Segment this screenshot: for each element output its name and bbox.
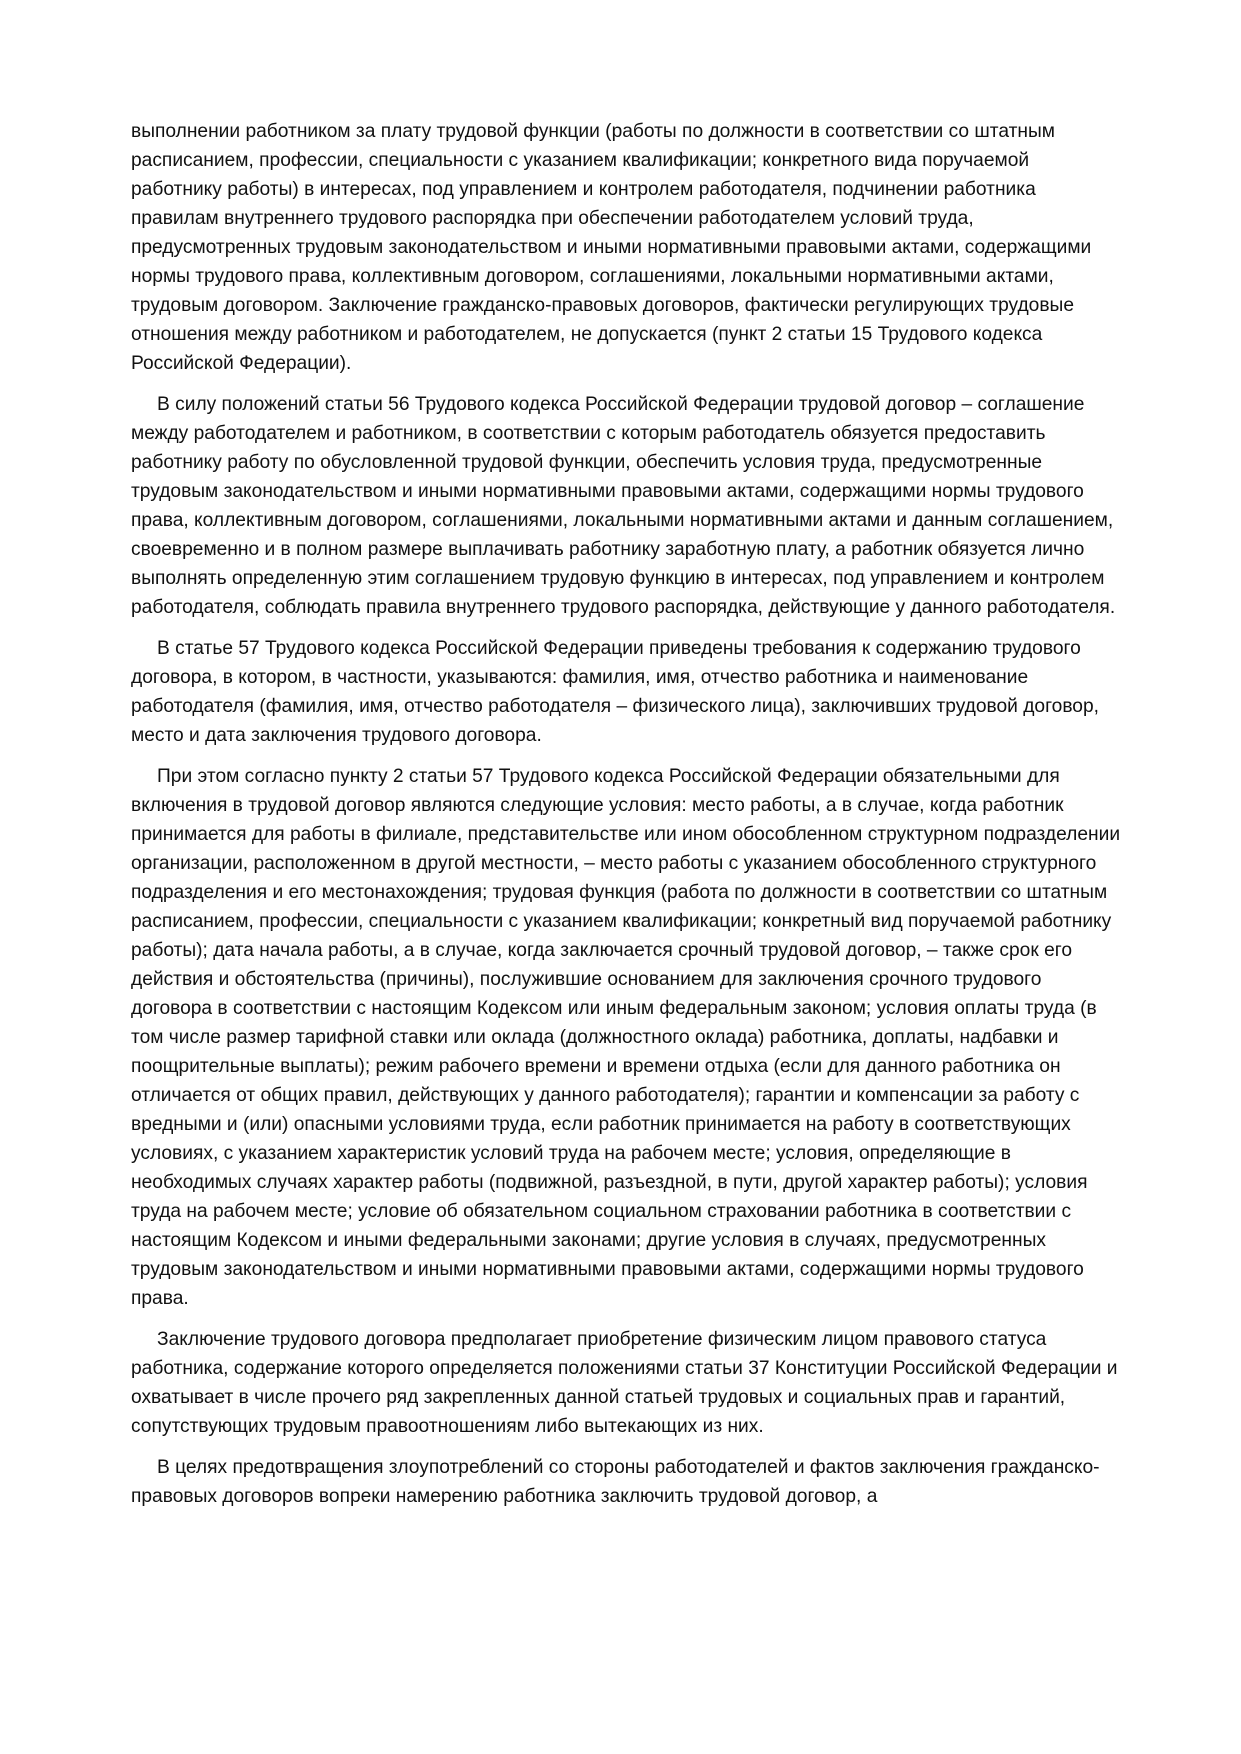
paragraph-article-37: Заключение трудового договора предполагает приобретение физическим лицом правового статуса работника, содержание которого определяется положениями статьи 37 Конституции Российской Федерации и охватывает в числе прочего ряд закрепленных данной статьей трудовых и социальных прав и гарантий, сопутствующих трудовым правоотношениям либо вытекающих из них. [131,1329,1118,1437]
paragraph-abuse-prevention: В целях предотвращения злоупотреблений со стороны работодателей и фактов заключения гражданско-правовых договоров вопреки намерению работника заключить трудовой договор, а [131,1457,1100,1507]
paragraph-continuation: выполнении работником за плату трудовой функции (работы по должности в соответствии со штатным расписанием, профессии, специальности с указанием квалификации; конкретного вида поручаемой работнику работы) в интересах, под управлением и контролем работодателя, подчинении работника правилам внутреннего трудового распорядка при обеспечении работодателем условий труда, предусмотренных трудовым законодательством и иными нормативными правовыми актами, содержащими нормы трудового права, коллективным договором, соглашениями, локальными нормативными актами, трудовым договором. Заключение гражданско-правовых договоров, фактически регулирующих трудовые отношения между работником и работодателем, не допускается (пункт 2 статьи 15 Трудового кодекса Российской Федерации). [131,121,1092,374]
paragraph-article-56: В силу положений статьи 56 Трудового кодекса Российской Федерации трудовой договор – соглашение между работодателем и работником, в соответствии с которым работодатель обязуется предоставить работнику работу по обусловленной трудовой функции, обеспечить условия труда, предусмотренные трудовым законодательством и иными нормативными правовыми актами, содержащими нормы трудового права, коллективным договором, соглашениями, локальными нормативными актами и данным соглашением, своевременно и в полном размере выплачивать работнику заработную плату, а работник обязуется лично выполнять определенную этим соглашением трудовую функцию в интересах, под управлением и контролем работодателя, соблюдать правила внутреннего трудового распорядка, действующие у данного работодателя. [131,394,1116,618]
document-body [131,117,1123,1523]
paragraph-mandatory-conditions: При этом согласно пункту 2 статьи 57 Трудового кодекса Российской Федерации обязательными для включения в трудовой договор являются следующие условия: место работы, а в случае, когда работник принимается для работы в филиале, представительстве или ином обособленном структурном подразделении организации, расположенном в другой местности, – место работы с указанием обособленного структурного подразделения и его местонахождения; трудовая функция (работа по должности в соответствии со штатным расписанием, профессии, специальности с указанием квалификации; конкретный вид поручаемой работнику работы); дата начала работы, а в случае, когда заключается срочный трудовой договор, – также срок его действия и обстоятельства (причины), послужившие основанием для заключения срочного трудового договора в соответствии с настоящим Кодексом или иным федеральным законом; условия оплаты труда (в том числе размер тарифной ставки или оклада (должностного оклада) работника, доплаты, надбавки и поощрительные выплаты); режим рабочего времени и времени отдыха (если для данного работника он отличается от общих правил, действующих у данного работодателя); гарантии и компенсации за работу с вредными и (или) опасными условиями труда, если работник принимается на работу в соответствующих условиях, с указанием характеристик условий труда на рабочем месте; условия, определяющие в необходимых случаях характер работы (подвижной, разъездной, в пути, другой характер работы); условия труда на рабочем месте; условие об обязательном социальном страховании работника в соответствии с настоящим Кодексом и иными федеральными законами; другие условия в случаях, предусмотренных трудовым законодательством и иными нормативными правовыми актами, содержащими нормы трудового права. [131,766,1121,1309]
paragraph-article-57: В статье 57 Трудового кодекса Российской Федерации приведены требования к содержанию трудового договора, в котором, в частности, указываются: фамилия, имя, отчество работника и наименование работодателя (фамилия, имя, отчество работодателя – физического лица), заключивших трудовой договор, место и дата заключения трудового договора. [131,638,1099,746]
